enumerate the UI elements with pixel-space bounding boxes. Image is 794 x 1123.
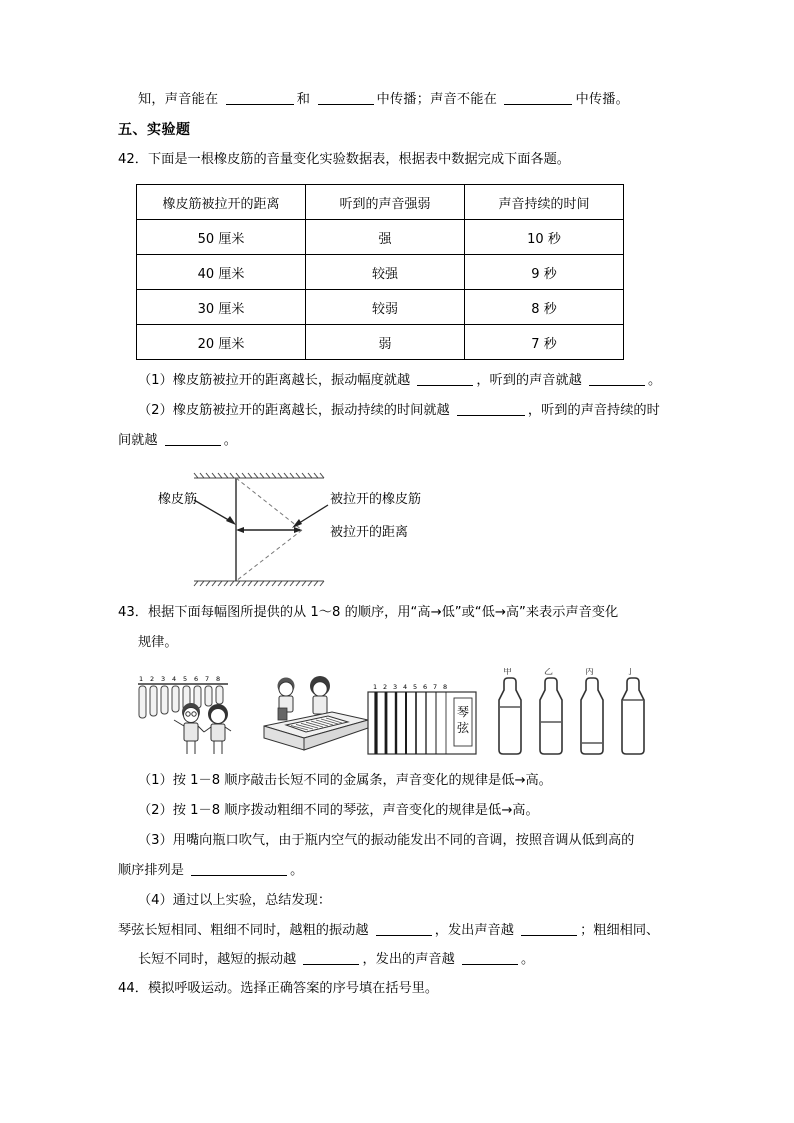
answer-blank[interactable]	[318, 104, 374, 105]
table-cell: 9 秒	[465, 255, 624, 290]
table-cell: 20 厘米	[137, 325, 306, 360]
table-cell: 8 秒	[465, 290, 624, 325]
sub-text: ，听到的声音持续的时	[527, 403, 660, 418]
bottle-yi	[540, 668, 562, 754]
sub-text: 。	[223, 433, 237, 448]
question-42-number: 42．	[118, 152, 148, 167]
bottle-label: 丁	[626, 668, 636, 677]
answer-blank[interactable]	[303, 964, 359, 965]
question-43-sub4-intro	[118, 886, 678, 916]
svg-text:4: 4	[403, 683, 408, 691]
page-content	[118, 86, 678, 1004]
answer-blank[interactable]	[417, 385, 473, 386]
table-row	[137, 220, 624, 255]
sub-text: 长短不同时，越短的振动越	[138, 952, 297, 967]
sub-text: ，发出声音越	[434, 923, 514, 938]
svg-text:7: 7	[433, 683, 438, 691]
question-43-sub3-line1	[118, 826, 678, 856]
question-44-number: 44．	[118, 981, 148, 996]
question-43-number: 43．	[118, 605, 148, 620]
sub-label: （1）	[138, 773, 173, 788]
table-header-cell: 声音持续的时间	[465, 185, 624, 220]
svg-text:5: 5	[413, 683, 418, 691]
continuation-line	[118, 86, 678, 113]
answer-blank[interactable]	[226, 104, 294, 105]
answer-blank[interactable]	[504, 104, 572, 105]
sub-text: 用嘴向瓶口吹气，由于瓶内空气的振动能发出不同的音调，按照音调从低到高的	[172, 833, 635, 848]
question-42-stem	[118, 145, 678, 175]
answer-blank[interactable]	[457, 415, 525, 416]
figure-label-stretch-distance: 被拉开的距离	[330, 525, 409, 540]
continuation-suffix: 中传播。	[575, 92, 629, 107]
svg-text:1: 1	[373, 683, 378, 691]
sub-text: 琴弦长短相同、粗细不同时，越粗的振动越	[118, 923, 369, 938]
bottle-ding	[622, 668, 644, 754]
answer-blank[interactable]	[521, 935, 577, 936]
rubber-band-diagram-svg	[156, 470, 496, 590]
continuation-prefix: 知，声音能在	[138, 92, 219, 107]
table-cell: 7 秒	[465, 325, 624, 360]
question-42-sub2-line2	[118, 426, 678, 456]
svg-text:6: 6	[194, 675, 199, 683]
table-cell: 50 厘米	[137, 220, 306, 255]
table-header-row	[137, 185, 624, 220]
sub-text: 按 1－8 顺序拨动粗细不同的琴弦，声音变化的规律是低→高。	[172, 803, 539, 818]
string-number-labels	[373, 683, 447, 691]
chimes-illustration	[138, 675, 231, 754]
question-43-sub3-line2	[118, 856, 678, 886]
question-43-sub4-line2	[118, 945, 678, 974]
question-42-text: 下面是一根橡皮筋的音量变化实验数据表，根据表中数据完成下面各题。	[147, 152, 570, 167]
question-43-stem-line1	[118, 598, 678, 628]
svg-text:3: 3	[161, 675, 166, 683]
question-42-sub2-line1	[118, 396, 678, 426]
sub-text: 按 1－8 顺序敲击长短不同的金属条，声音变化的规律是低→高。	[172, 773, 552, 788]
answer-blank[interactable]	[191, 875, 287, 876]
question-44-text: 模拟呼吸运动。选择正确答案的序号填在括号里。	[147, 981, 439, 996]
stretched-band-lower	[236, 530, 302, 581]
question-42-sub1	[118, 366, 678, 396]
question-43-stem-line2: 规律。	[138, 635, 178, 650]
sub-text: ，听到的声音就越	[476, 373, 582, 388]
top-wall-icon	[194, 473, 324, 478]
strings-illustration	[368, 683, 476, 754]
table-cell: 较强	[306, 255, 465, 290]
sub-text: 通过以上实验，总结发现：	[172, 893, 332, 908]
chime-number-labels	[139, 675, 220, 683]
bottle-bing	[581, 668, 603, 754]
answer-blank[interactable]	[165, 445, 221, 446]
svg-text:8: 8	[443, 683, 448, 691]
stretched-label-pointer-icon	[292, 505, 328, 528]
table-cell: 10 秒	[465, 220, 624, 255]
rubber-band-figure	[156, 470, 496, 590]
sub-label: （4）	[138, 893, 173, 908]
figure-label-stretched-band: 被拉开的橡皮筋	[330, 492, 422, 507]
sub-label: （2）	[138, 803, 173, 818]
section-heading: 五、实验题	[118, 122, 191, 138]
table-cell: 40 厘米	[137, 255, 306, 290]
child-girl-figure	[204, 704, 231, 754]
table-header-cell: 橡皮筋被拉开的距离	[137, 185, 306, 220]
sub-text: 间就越	[118, 433, 158, 448]
experiment-data-table	[136, 184, 624, 360]
table-row	[137, 290, 624, 325]
table-cell: 30 厘米	[137, 290, 306, 325]
answer-blank[interactable]	[589, 385, 645, 386]
svg-text:4: 4	[172, 675, 177, 683]
svg-text:5: 5	[183, 675, 188, 683]
sub-text: 橡皮筋被拉开的距离越长，振动持续的时间就越	[172, 403, 450, 418]
svg-text:2: 2	[150, 675, 155, 683]
sub-label: （2）	[138, 403, 173, 418]
sub-text: ；粗细相同、	[580, 923, 660, 938]
table-cell: 较弱	[306, 290, 465, 325]
sub-label: （3）	[138, 833, 173, 848]
table-row	[137, 325, 624, 360]
bottle-label: 甲	[503, 668, 513, 677]
svg-text:1: 1	[139, 675, 144, 683]
answer-blank[interactable]	[376, 935, 432, 936]
strings-label-char1: 琴	[457, 705, 470, 719]
sub-text: 。	[290, 863, 304, 878]
sub-label: （1）	[138, 373, 173, 388]
question-43-text: 根据下面每幅图所提供的从 1～8 的顺序，用“高→低”或“低→高”来表示声音变化	[147, 605, 619, 620]
sound-illustrations-figure	[136, 668, 656, 760]
bottle-label: 丙	[585, 668, 595, 677]
bottles-illustration	[499, 668, 644, 754]
sub-text: 顺序排列是	[118, 863, 184, 878]
table-row	[137, 255, 624, 290]
svg-text:7: 7	[205, 675, 210, 683]
sub-text: 。	[648, 373, 662, 388]
table-body	[137, 185, 624, 360]
continuation-mid1: 和	[296, 92, 311, 107]
stretched-band-upper	[236, 478, 302, 530]
continuation-mid2: 中传播；声音不能在	[376, 92, 498, 107]
sub-text: ，发出的声音越	[362, 952, 455, 967]
sub-text: 。	[520, 952, 535, 967]
sub-text: 橡皮筋被拉开的距离越长，振动幅度就越	[172, 373, 411, 388]
figure-label-rubber-band: 橡皮筋	[158, 492, 198, 507]
illustrations-svg	[136, 668, 656, 760]
table-header-cell: 听到的声音强弱	[306, 185, 465, 220]
question-44-stem	[118, 974, 678, 1004]
question-43-sub2	[118, 796, 678, 826]
bottle-label: 乙	[544, 668, 554, 677]
band-label-pointer-icon	[194, 500, 236, 525]
question-43-sub4-line1	[118, 916, 678, 945]
answer-blank[interactable]	[462, 964, 518, 965]
bottle-jia	[499, 668, 521, 754]
table-cell: 弱	[306, 325, 465, 360]
question-43-sub1	[118, 766, 678, 796]
bottom-wall-icon	[194, 581, 324, 586]
svg-text:2: 2	[383, 683, 388, 691]
svg-text:8: 8	[216, 675, 221, 683]
table-cell: 强	[306, 220, 465, 255]
xylophone-illustration	[264, 676, 368, 750]
svg-text:3: 3	[393, 683, 398, 691]
svg-text:6: 6	[423, 683, 428, 691]
strings-label-char2: 弦	[457, 721, 470, 735]
